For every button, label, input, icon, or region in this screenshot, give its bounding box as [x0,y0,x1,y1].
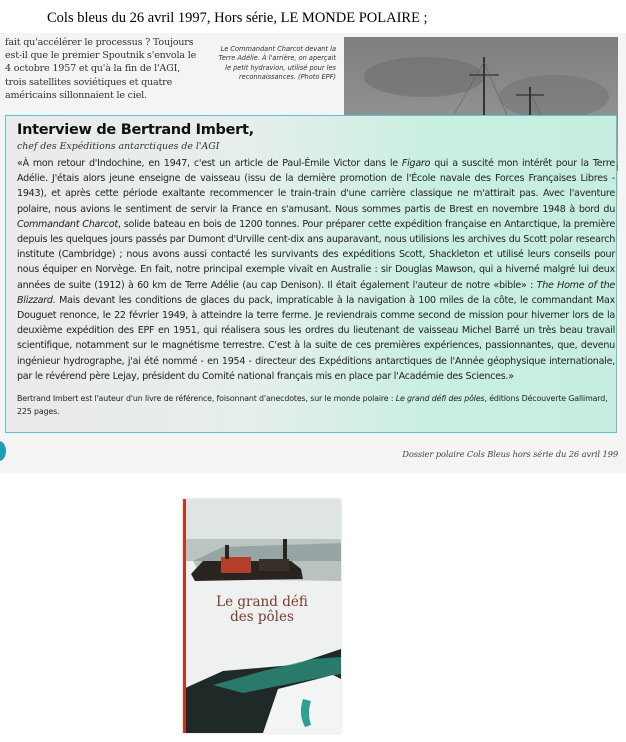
interview-title: Interview de Bertrand Imbert, [17,122,254,138]
page-header: Cols bleus du 26 avril 1997, Hors série, LE MONDE POLAIRE ; [47,10,428,26]
cover-title [183,595,341,625]
book-title-reference: Le grand défi des pôles [395,394,485,403]
author-note [17,392,613,418]
interview-text: Mais devant les conditions de glaces du pack, impraticable à la navigation à 100 miles de la côte, le commandant Max Douguet renonce, le 22 février 1949, à atteindre la terre ferme. Je reviendrais comme second de mission pour hiverner lors de la deuxième expédition des EPF en 1951, qui réalisera sous les ordres du lieutenant de vaisseau Michel Barré un très beau travail scientifique, notamment sur le magnétisme terrestre. C'est à la suite de ces premières expériences, passionnantes, que, devenu ingénieur hydrographe, j'ai été nommé - en 1954 - directeur des Expéditions antarctiques de l'Année géophysique internationale, par le révérend père Lejay, président du Comité national français mis en place par l'Académie des Sciences.» [17,294,615,382]
interview-text-italic: The Home of the Blizzard. [17,279,615,306]
photo-caption: Le Commandant Charcot devant la Terre Adélie. À l'arrière, on aperçait le petit hydravion, utilisé pour les reconnaissances. (Photo EPF) [218,45,336,82]
article-column-text: fait qu'accélérer le processus ? Toujours est-il que le premier Spoutnik s'envola le 4 octobre 1957 et qu'à la fin de l'AGI, trois satellites soviétiques et quatre américains sillonnaient le ciel. [5,37,197,101]
interview-text: , solide bateau en bois de 1200 tonnes. Pour préparer cette expédition française en Antarctique, la première depuis les quelques jours passés par Dumont d'Urville cent-dix ans auparavant, nous utilisions les archives du Scott polar research institute (Cambridge) ; nous avons aussi contacté les survivants des expéditions Scott, Shackleton et utilisé leurs conseils pour nous équiper en Norvège. En fait, notre principal exemple vivait en Australie : sir Douglas Mawson, qui a hiverné malgré lui deux années de suite (1912) à 60 km de Terre Adélie (au cap Denison). Il était également l'auteur de notre «bible» : [17,218,616,291]
interview-text: qui a suscité mon intérêt pour la Terre Adélie. J'étais alors jeune enseigne de vaisseau (issu de la dernière promotion de l'École navale des Forces Françaises Libres - 1943), et après cette période exaltante recommencer le train-train d'une carrière classique ne m'attirait pas. Avec l'aventure polaire, nous avions le sentiment de servir la France en s'amusant. Nous sommes partis de Brest en novembre 1948 à bord du [17,158,615,215]
book-cover [183,499,341,733]
interview-subtitle: chef des Expéditions antarctiques de l'AGI [17,141,220,152]
clipping-footer: Dossier polaire Cols Bleus hors série du 26 avril 199 [402,449,618,459]
author-note-text: , éditions Découverte Gallimard, 225 pages. [17,394,608,417]
cover-title-line: Le grand défi [216,594,308,610]
cover-title-line: des pôles [230,609,294,625]
magazine-clipping [0,33,626,473]
page-marker-dot [0,441,6,461]
author-note-text: Bertrand Imbert est l'auteur d'un livre de référence, foisonnant d'anecdotes, sur le monde polaire : [17,394,396,403]
interview-text-italic: Commandant Charcot [17,218,118,230]
interview-text-italic: Figaro [401,158,431,169]
interview-body [17,156,615,384]
interview-box [5,115,617,433]
interview-text: «À mon retour d'Indochine, en 1947, c'est un article de Paul-Émile Victor dans le [17,158,402,169]
